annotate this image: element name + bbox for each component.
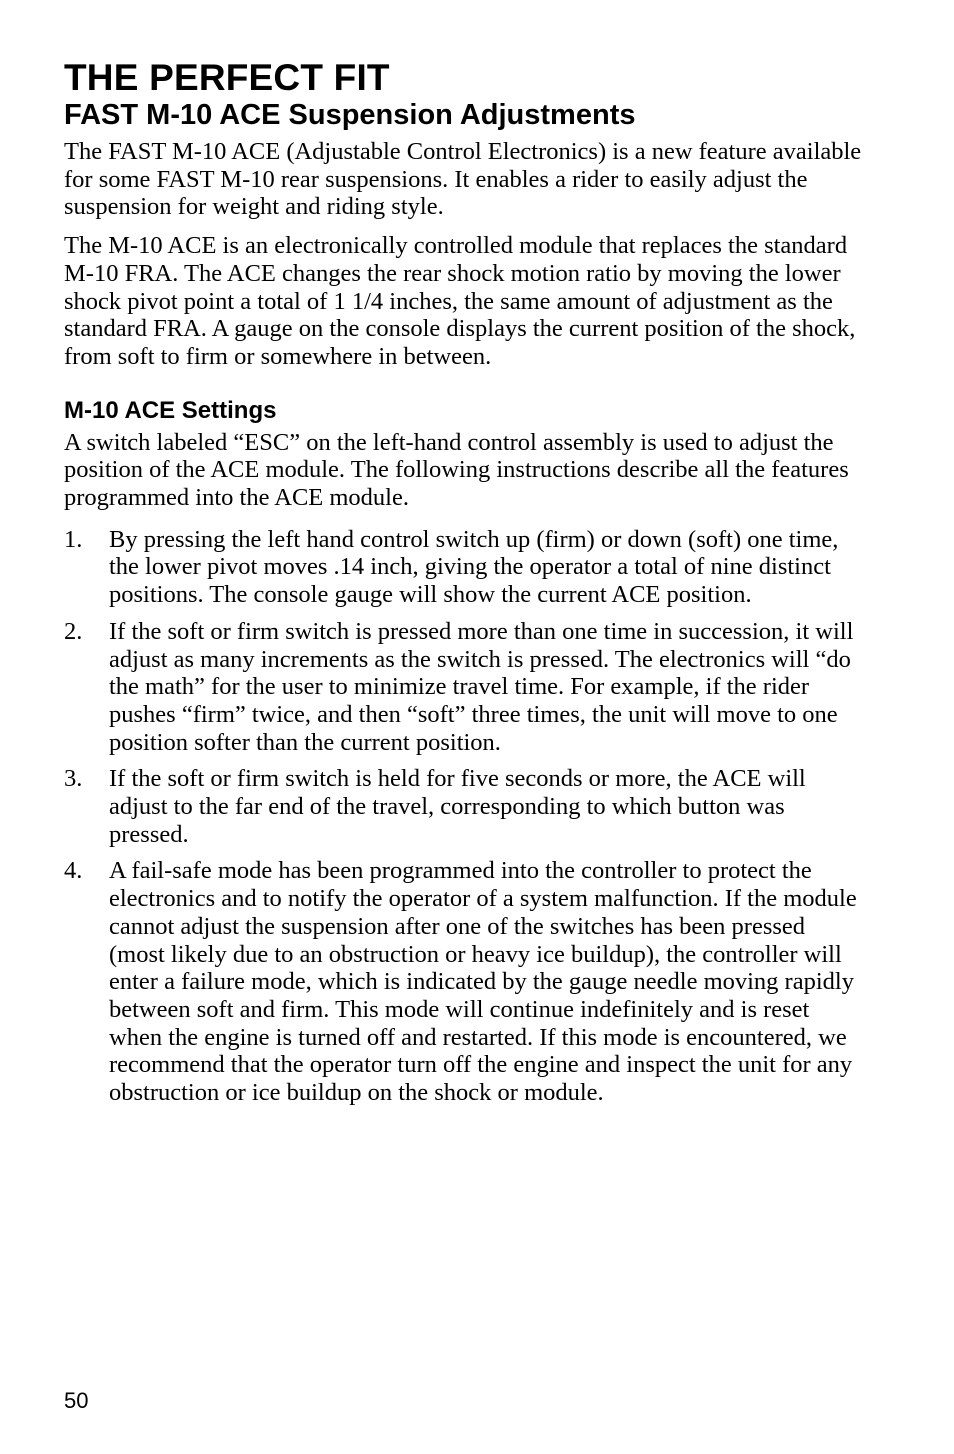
list-item bbox=[64, 857, 864, 1106]
list-item-number: 1. bbox=[64, 525, 83, 553]
page-content bbox=[64, 58, 864, 1116]
settings-steps-list bbox=[64, 526, 864, 1107]
section-heading-settings: M-10 ACE Settings bbox=[64, 396, 277, 424]
page-subtitle: FAST M-10 ACE Suspension Adjustments bbox=[64, 99, 636, 131]
list-item-text: A fail-safe mode has been programmed into the controller to protect the electronics and to notify the operator of a system malfunction. If the module cannot adjust the suspension after one of the switches has been pressed (most likely due to an obstruction or heavy ice buildup), the controller will enter a failure mode, which is indicated by the gauge needle moving rapidly between soft and firm. This mode will continue indefinitely and is reset when the engine is turned off and restarted. If this mode is encountered, we recommend that the operator turn off the engine and inspect the unit for any obstruction or ice buildup on the shock or module. bbox=[109, 857, 857, 1107]
list-item bbox=[64, 618, 864, 757]
intro-paragraph-2: The M-10 ACE is an electronically controlled module that replaces the standard M-10 FRA. The ACE changes the rear shock motion ratio by moving the lower shock pivot point a total of 1 1/4 inches, the same amount of adjustment as the standard FRA. A gauge on the console displays the current position of the shock, from soft to firm or somewhere in between. bbox=[64, 232, 856, 370]
list-item-number: 2. bbox=[64, 617, 83, 645]
page-number: 50 bbox=[64, 1388, 89, 1413]
page-title: THE PERFECT FIT bbox=[64, 57, 390, 98]
list-item-number: 3. bbox=[64, 765, 83, 793]
list-item-text: If the soft or firm switch is held for five seconds or more, the ACE will adjust to the far end of the travel, corresponding to which button was pressed. bbox=[109, 765, 806, 848]
list-item-text: If the soft or firm switch is pressed more than one time in succession, it will adjust as many increments as the switch is pressed. The electronics will “do the math” for the user to minimize travel time. For example, if the rider pushes “firm” twice, and then “soft” three times, the unit will move to one position softer than the current position. bbox=[109, 617, 854, 756]
intro-paragraph-1: The FAST M-10 ACE (Adjustable Control Electronics) is a new feature available for some FAST M-10 rear suspensions. It enables a rider to easily adjust the suspension for weight and riding style. bbox=[64, 138, 862, 221]
list-item bbox=[64, 526, 864, 609]
list-item-text: By pressing the left hand control switch up (firm) or down (soft) one time, the lower pivot moves .14 inch, giving the operator a total of nine distinct positions. The console gauge will show the current ACE position. bbox=[109, 525, 839, 609]
settings-paragraph: A switch labeled “ESC” on the left-hand control assembly is used to adjust the position of the ACE module. The following instructions describe all the features programmed into the ACE module. bbox=[64, 428, 849, 512]
list-item bbox=[64, 765, 864, 848]
list-item-number: 4. bbox=[64, 857, 83, 885]
